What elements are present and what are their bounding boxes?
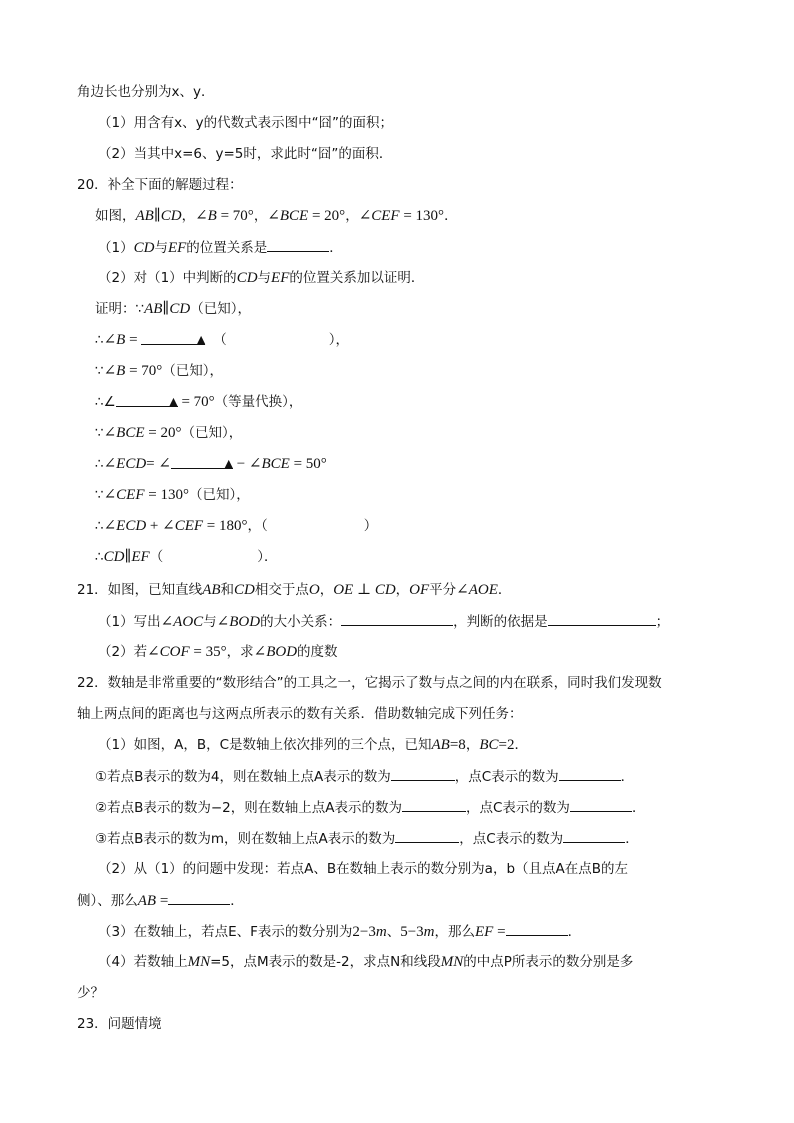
text: 的大小关系：	[260, 614, 342, 630]
question-23-title	[77, 1014, 162, 1034]
text: （已知），	[181, 425, 243, 441]
text: 相交于点	[254, 582, 309, 598]
text: ．	[230, 893, 244, 909]
answer-blank[interactable]	[395, 828, 459, 843]
text: （3）在数轴上，若点E、F表示的数分别为	[98, 924, 353, 940]
math: AB	[202, 582, 221, 598]
math: ∠BCE	[248, 456, 290, 472]
math: = 130°	[399, 208, 445, 224]
question-20-title	[77, 175, 243, 195]
text: ，	[465, 737, 480, 753]
text: （1）如图，A，B，C是数轴上依次排列的三个点，已知	[98, 737, 432, 753]
math: CD	[234, 582, 255, 598]
math: =	[125, 332, 142, 348]
math: =	[493, 924, 506, 940]
text: ，点C表示的数为	[466, 800, 570, 816]
text: 20．补全下面的解题过程：	[77, 177, 243, 193]
math: = 70°	[125, 363, 163, 379]
text: （已知），	[190, 301, 251, 317]
question-22-part-4-cont	[77, 983, 104, 1003]
math: 5−3	[400, 924, 424, 940]
question-20-given	[95, 206, 458, 226]
answer-blank[interactable]	[391, 766, 455, 781]
math: AB	[144, 301, 163, 317]
text: ∴	[95, 549, 104, 565]
text: ，	[181, 208, 196, 224]
math: CD	[374, 582, 396, 598]
answer-blank[interactable]	[563, 828, 625, 843]
text: 的位置关系是	[186, 240, 268, 256]
proof-line-3	[95, 361, 223, 381]
math: CD	[236, 270, 258, 286]
math: =8	[449, 737, 466, 753]
text: （2）对（1）中判断的	[98, 270, 237, 286]
math: = 20°	[144, 425, 182, 441]
math: ∠BOD	[216, 614, 261, 630]
question-22-part-2-cont	[77, 890, 244, 911]
text: 的中点P所表示的数分别是多	[463, 954, 634, 970]
text: 21．如图，已知直线	[77, 582, 203, 598]
text: ）	[363, 518, 378, 534]
question-22-intro-cont	[77, 704, 523, 724]
text: 如图，	[95, 208, 136, 224]
text: ∴	[95, 518, 104, 534]
math: ∠B	[103, 332, 126, 348]
math: = 20°	[308, 208, 346, 224]
text: （	[213, 332, 227, 348]
text: ，	[253, 208, 268, 224]
math: = 130°	[144, 487, 189, 503]
text: ，点C表示的数为	[454, 769, 559, 785]
text: （已知），	[188, 487, 250, 503]
text: 、	[386, 924, 401, 940]
text: ，	[345, 208, 359, 224]
answer-blank[interactable]	[116, 392, 178, 407]
text: ，点C表示的数为	[459, 831, 564, 847]
text: （1）写出	[98, 614, 161, 630]
text: ，	[395, 582, 410, 598]
text: ∴	[95, 456, 104, 472]
question-22-part-3	[98, 921, 581, 942]
question-21-title	[77, 580, 511, 600]
math: +	[146, 518, 163, 534]
math: EF	[131, 549, 150, 565]
question-22-part-4	[98, 952, 633, 972]
text: 的度数	[297, 644, 338, 660]
math: = 70°	[177, 394, 215, 410]
proof-line-4	[95, 392, 302, 412]
math: EF	[475, 924, 494, 940]
math: ∥	[153, 208, 161, 224]
text: ，（	[247, 518, 268, 534]
math: O	[308, 582, 320, 598]
text: 证明：∵	[95, 301, 145, 317]
math: MN	[187, 954, 211, 970]
math: = 50°	[289, 456, 327, 472]
text: 与	[257, 270, 272, 286]
text: （等量代换），	[214, 394, 303, 410]
text: ）．	[257, 549, 278, 565]
text: 角边长也分别为x、y．	[77, 84, 215, 100]
math: MN	[440, 954, 464, 970]
text: ∵	[95, 487, 104, 503]
text: ．	[620, 769, 635, 785]
text: ，	[319, 582, 334, 598]
math: ∠ECD	[103, 518, 147, 534]
proof-line-9	[95, 547, 277, 567]
text: ∵	[95, 363, 104, 379]
question-22-part-2	[98, 859, 628, 879]
math: AB	[137, 893, 157, 909]
question-21-part-2	[98, 642, 338, 662]
text-line	[98, 144, 392, 164]
text: 与	[154, 240, 168, 256]
math: ∥	[124, 549, 132, 565]
math: ∠BOD	[253, 644, 298, 660]
text: （2）当其中x=6、y=5时，求此时“囧”的面积．	[98, 146, 393, 162]
answer-blank[interactable]	[402, 797, 466, 812]
math: ∠CEF	[358, 208, 400, 224]
text: ，那么	[434, 924, 476, 940]
text: =5，点M表示的数是-2，求点N和线段	[210, 954, 441, 970]
answer-blank[interactable]	[267, 237, 329, 252]
answer-blank[interactable]	[168, 890, 230, 905]
answer-blank[interactable]	[171, 454, 233, 469]
math: = ∠	[146, 456, 171, 472]
text: ．	[444, 208, 458, 224]
text: 22．数轴是非常重要的“数形结合”的工具之一，它揭示了数与点之间的内在联系，同时我们发现数	[77, 675, 662, 691]
text: 轴上两点间的距离也与这两点所表示的数有关系．借助数轴完成下列任务：	[77, 706, 523, 722]
question-21-part-1	[98, 611, 669, 632]
text: 与	[203, 614, 217, 630]
text: ①若点B表示的数为4，则在数轴上点A表示的数为	[95, 769, 391, 785]
text-line	[98, 113, 393, 133]
triangle-marker: ▲	[169, 395, 178, 408]
question-22-case-2	[95, 797, 645, 818]
text: ，判断的依据是	[453, 614, 548, 630]
math: EF	[167, 240, 187, 256]
text: ．	[514, 737, 528, 753]
text: ．	[567, 924, 582, 940]
proof-line-1	[95, 299, 251, 319]
math: ∠BCE	[103, 425, 145, 441]
text: 侧）、那么	[77, 893, 138, 909]
text: ∴	[95, 332, 104, 348]
math: EF	[271, 270, 290, 286]
math: ∠CEF	[162, 518, 204, 534]
answer-blank[interactable]	[570, 797, 632, 812]
math: =2	[498, 737, 515, 753]
question-22-part-1	[98, 735, 528, 755]
answer-blank[interactable]	[559, 766, 621, 781]
text: ．	[631, 800, 646, 816]
math: ∠AOC	[160, 614, 204, 630]
triangle-marker: ▲	[224, 457, 233, 470]
text: （4）若数轴上	[98, 954, 188, 970]
proof-line-5	[95, 423, 242, 443]
text: 少？	[77, 985, 104, 1001]
text: ③若点B表示的数为m，则在数轴上点A表示的数为	[95, 831, 396, 847]
proof-line-7	[95, 485, 250, 505]
math: m	[375, 924, 387, 940]
text: 的位置关系加以证明．	[289, 270, 425, 286]
text: ，求	[226, 644, 254, 660]
math: ∠AOE	[456, 582, 498, 598]
text: ；	[655, 614, 670, 630]
text: （1）用含有x、y的代数式表示图中“囧”的面积；	[98, 115, 394, 131]
math: CD	[103, 549, 125, 565]
question-20-part-1	[98, 237, 343, 258]
text: ∵	[95, 425, 104, 441]
question-22-case-3	[95, 828, 639, 849]
text: 和	[220, 582, 235, 598]
text: ∴∠	[95, 394, 116, 410]
question-20-part-2	[98, 268, 424, 288]
math: OF	[409, 582, 430, 598]
math: CD	[169, 301, 191, 317]
math: = 180°	[203, 518, 248, 534]
math: ∠B	[195, 208, 217, 224]
math: BC	[479, 737, 499, 753]
question-22-case-1	[95, 766, 634, 787]
math: = 70°	[216, 208, 254, 224]
text: 平分	[429, 582, 457, 598]
text: ），	[328, 332, 350, 348]
text: ．	[329, 240, 343, 256]
text: （2）从（1）的问题中发现：若点A、B在数轴上表示的数分别为a，b（且点A在点B的左	[98, 861, 629, 877]
math: ∠CEF	[103, 487, 145, 503]
math: −	[232, 456, 249, 472]
math: m	[423, 924, 435, 940]
text: （2）若	[98, 644, 148, 660]
text: ．	[497, 582, 512, 598]
answer-blank[interactable]	[506, 921, 568, 936]
math: 2−3	[352, 924, 376, 940]
math: ∥	[162, 301, 170, 317]
math: =	[156, 893, 169, 909]
text: ②若点B表示的数为−2，则在数轴上点A表示的数为	[95, 800, 402, 816]
proof-line-8	[95, 516, 377, 536]
math: ∠BCE	[267, 208, 309, 224]
math: ⊥	[353, 582, 375, 598]
answer-blank[interactable]	[141, 330, 205, 345]
text: （1）	[98, 240, 134, 256]
math: OE	[333, 582, 354, 598]
math: AB	[431, 737, 450, 753]
math: ∠B	[103, 363, 126, 379]
math: ∠COF	[147, 644, 190, 660]
text: 23．问题情境	[77, 1016, 162, 1032]
text-line	[77, 82, 214, 102]
text: ．	[625, 831, 639, 847]
math: AB	[135, 208, 154, 224]
math: ∠ECD	[103, 456, 147, 472]
text: （已知），	[162, 363, 224, 379]
proof-line-6	[95, 454, 327, 474]
answer-blank[interactable]	[548, 611, 656, 626]
triangle-marker: ▲	[196, 333, 206, 346]
answer-blank[interactable]	[341, 611, 453, 626]
question-22-intro	[77, 673, 662, 693]
math: CD	[133, 240, 155, 256]
math: = 35°	[189, 644, 227, 660]
math: CD	[160, 208, 182, 224]
text: （	[149, 549, 164, 565]
proof-line-2	[95, 330, 349, 350]
